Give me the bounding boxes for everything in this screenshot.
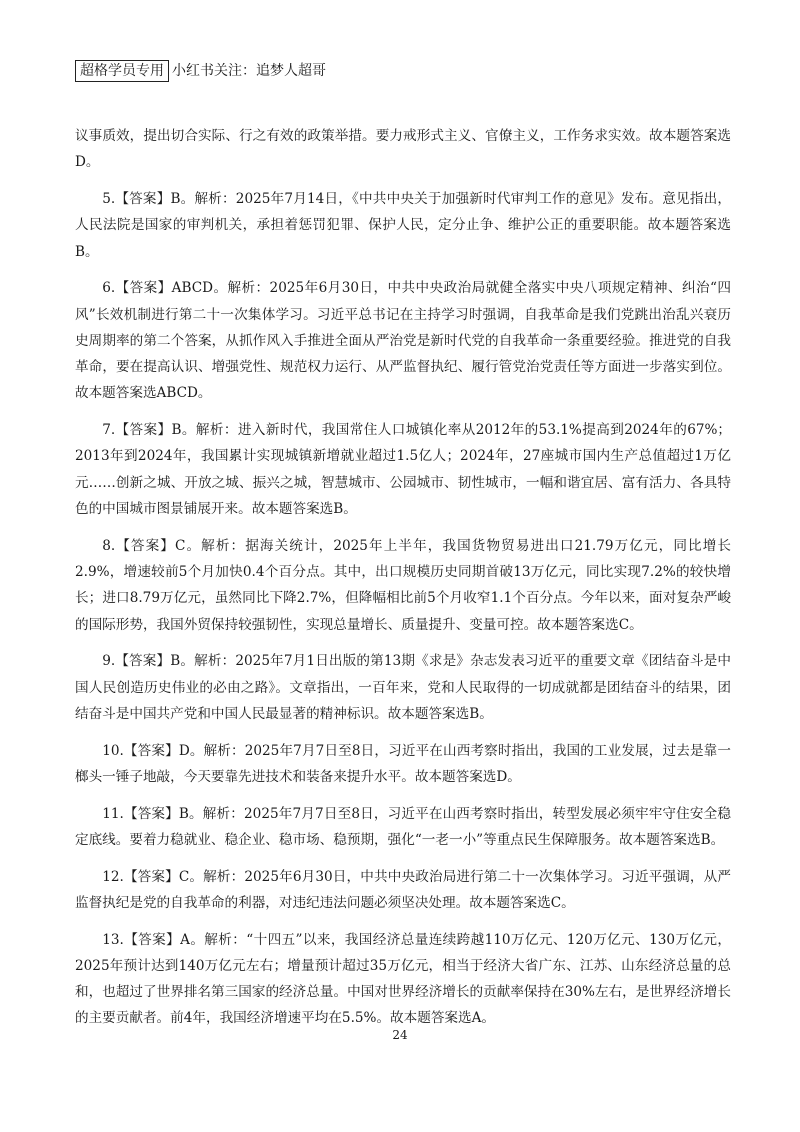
answer-item-9: 9.【答案】B。解析：2025年7月1日出版的第13期《求是》杂志发表习近平的重要文章《团结奋斗是中国人民创造历史伟业的必由之路》。文章指出，一百年来，党和人民取得的一切成就都是团结奋斗的结果，团结奋斗是中国共产党和中国人民最显著的精神标识。故本题答案选B。: [75, 653, 731, 722]
page-header: [75, 60, 326, 82]
answer-item-8: 8.【答案】C。解析：据海关统计，2025年上半年，我国货物贸易进出口21.79万亿元，同比增长2.9%，增速较前5个月加快0.4个百分点。其中，出口规模历史同期首破13万亿元，同比实现7.2%的较快增长；进口8.79万亿元，虽然同比下降2.7%，但降幅相比前5个月收窄1.1个百分点。今年以来，面对复杂严峻的国际形势，我国外贸保持较强韧性，实现总量增长、质量提升、变量可控。故本题答案选C。: [75, 537, 731, 633]
page-number: 24: [392, 1028, 408, 1042]
answer-item-7: 7.【答案】B。解析：进入新时代，我国常住人口城镇化率从2012年的53.1%提高到2024年的67%；2013年到2024年，我国累计实现城镇新增就业超过1.5亿人；2024年，27座城市国内生产总值超过1万亿元……创新之城、开放之城、振兴之城，智慧城市、公园城市、韧性城市，一幅和谐宜居、富有活力、各具特色的中国城市图景铺展开来。故本题答案选B。: [75, 422, 731, 518]
continued-paragraph: 议事质效，提出切合实际、行之有效的政策举措。要力戒形式主义、官僚主义，工作务求实效。故本题答案选D。: [75, 128, 731, 171]
answer-item-12: 12.【答案】C。解析：2025年6月30日，中共中央政治局进行第二十一次集体学习。习近平强调，从严监督执纪是党的自我革命的利器，对违纪违法问题必须坚决处理。故本题答案选C。: [75, 868, 731, 911]
answer-item-5: 5.【答案】B。解析：2025年7月14日，《中共中央关于加强新时代审判工作的意见》发布。意见指出，人民法院是国家的审判机关，承担着惩罚犯罪、保护人民，定分止争、维护公正的重要职能。故本题答案选B。: [75, 190, 731, 260]
answer-item-13: 13.【答案】A。解析：“十四五”以来，我国经济总量连续跨越110万亿元、120万亿元、130万亿元，2025年预计达到140万亿元左右；增量预计超过35万亿元，相当于经济大省广东、江苏、山东经济总量的总和，也超过了世界排名第三国家的经济总量。中国对世界经济增长的贡献率保持在30%左右，是世界经济增长的主要贡献者。前4年，我国经济增速平均在5.5%。故本题答案选A。: [75, 931, 731, 1027]
answer-item-10: 10.【答案】D。解析：2025年7月7日至8日，习近平在山西考察时指出，我国的工业发展，过去是靠一榔头一锤子地敲，今天要靠先进技术和装备来提升水平。故本题答案选D。: [75, 742, 731, 785]
student-badge: 超格学员专用: [75, 60, 169, 82]
answer-item-6: 6.【答案】ABCD。解析：2025年6月30日，中共中央政治局就健全落实中央八项规定精神、纠治“四风”长效机制进行第二十一次集体学习。习近平总书记在主持学习时强调，自我革命是我们党跳出治乱兴衰历史周期率的第二个答案，从抓作风入手推进全面从严治党是新时代党的自我革命一条重要经验。推进党的自我革命，要在提高认识、增强党性、规范权力运行、从严监督执纪、履行管党治党责任等方面进一步落实到位。故本题答案选ABCD。: [75, 280, 731, 402]
answer-explanations: [75, 123, 731, 1042]
header-note: 小红书关注：追梦人超哥: [172, 63, 326, 79]
answer-item-11: 11.【答案】B。解析：2025年7月7日至8日，习近平在山西考察时指出，转型发展必须牢牢守住安全稳定底线。要着力稳就业、稳企业、稳市场、稳预期，强化“一老一小”等重点民生保障服务。故本题答案选B。: [75, 805, 731, 848]
